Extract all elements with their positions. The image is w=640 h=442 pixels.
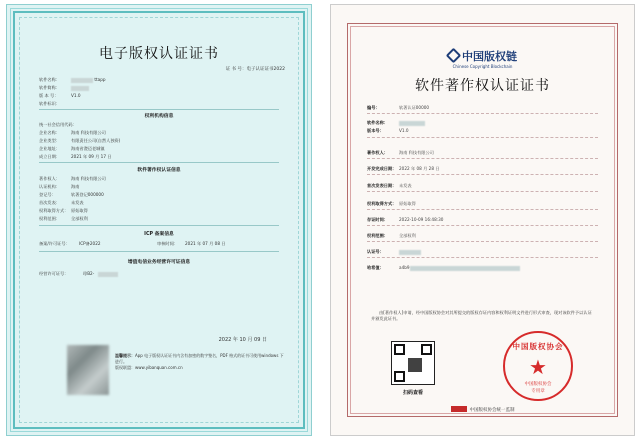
app-row: 软件简称： xyxy=(39,85,89,91)
divider xyxy=(367,137,598,138)
copyright-row: 认证机构： 海南 xyxy=(39,184,80,189)
cert-row: 编号： 软著认证00000 xyxy=(367,105,430,110)
certificate-title: 电子版权认证证书 xyxy=(99,46,219,62)
notice-text: 温馨提示：App 电子版权认证证书内含有加密的数字签名，PDF 格式的证书可使用windows 下进行。 版权联盟：www.yibanquan.com.cn xyxy=(115,353,284,370)
logo-subtitle: Chinese Copyright Blockchain xyxy=(452,64,513,69)
icp-row: 备案/许可证号： ICP备2022 审核时间： 2021 年 07 月 08 日 xyxy=(39,241,226,246)
divider xyxy=(39,225,279,226)
org-row: 成立日期： 2021 年 09 月 17 日 xyxy=(39,154,112,159)
software-copyright-certificate xyxy=(330,4,635,436)
org-row: 企业地址： 海南省澄迈老城镇 xyxy=(39,146,105,151)
cert-row: 版本号： V1.0 xyxy=(367,128,409,133)
issue-date: 2022 年 10 月 09 日 xyxy=(218,337,267,343)
cert-row: 权利取得方式： 原始取得 xyxy=(367,201,416,206)
divider xyxy=(367,225,598,226)
section-title-icp: ICP 备案信息 xyxy=(144,232,174,237)
app-row: 软件名称： ttapp xyxy=(39,77,106,82)
cert-row: 存证时间： 2022-10-09 16:48:30 xyxy=(367,217,444,222)
footer: 中国版权协会统一监制 xyxy=(331,406,634,413)
divider xyxy=(39,162,279,163)
divider xyxy=(39,109,279,110)
copyright-row: 权利取得方式： 原始取得 xyxy=(39,208,88,213)
copyright-row: 登记号： 软著登记000000 xyxy=(39,192,104,197)
divider xyxy=(367,174,598,175)
org-row: 企业类型： 有限责任公司(自然人独资) xyxy=(39,138,121,143)
divider xyxy=(39,251,279,252)
qr-code[interactable] xyxy=(391,341,435,385)
cbc-logo-icon xyxy=(451,406,467,412)
cert-row: 哈希值： a4b9 xyxy=(367,265,520,271)
official-red-seal: 中国版权协会 ★ 中国版权协会 专用章 xyxy=(503,331,573,401)
cert-row: 权利范围： 全部权利 xyxy=(367,233,416,238)
divider xyxy=(367,209,598,210)
qr-caption: 扫码查看 xyxy=(402,390,423,396)
divider xyxy=(367,158,598,159)
cert-row: 开发完成日期： 2022 年 08 月 28 日 xyxy=(367,166,440,171)
cert-row: 首次发表日期： 未发表 xyxy=(367,183,412,188)
star-icon: ★ xyxy=(529,355,547,379)
electronic-copyright-certificate xyxy=(6,4,312,436)
chain-logo-icon xyxy=(446,48,462,64)
app-row: 软件标识： xyxy=(39,101,60,106)
certificate-number: 证 书 号：电子认证证书2022 xyxy=(225,67,285,72)
app-row: 版 本 号： V1.0 xyxy=(39,93,81,98)
divider xyxy=(367,191,598,192)
section-title-copyright: 软件著作权认证信息 xyxy=(137,168,181,173)
copyright-row: 首次发表： 未发表 xyxy=(39,200,84,205)
org-row: 企业名称： 海南 科技有限公司 xyxy=(39,130,106,135)
copyright-row: 权利范围： 全部权利 xyxy=(39,216,88,221)
cert-row: 认证号： xyxy=(367,249,421,255)
divider xyxy=(367,241,598,242)
section-title-isp: 增值电信业务经营许可证信息 xyxy=(127,260,191,265)
section-title-org: 权利机构信息 xyxy=(144,114,174,119)
divider xyxy=(367,113,598,114)
blockchain-logo: 中国版权链 xyxy=(331,48,634,64)
copyright-row: 著作权人： 海南 科技有限公司 xyxy=(39,176,106,181)
org-row: 统一社会信用代码： xyxy=(39,122,77,127)
cert-row: 著作权人： 海南 科技有限公司 xyxy=(367,150,434,155)
blurred-qr-code xyxy=(67,345,109,395)
cert-row: 软件名称： xyxy=(367,120,425,126)
certificate-title: 软件著作权认证证书 xyxy=(415,78,550,94)
certification-statement: 由[著作权人]申请，经中国版权协会对其所提交的版权存证内容和权利证明文件进行形式审查，现对该软件予以认证并颁发此证书。 xyxy=(371,310,592,321)
divider xyxy=(367,257,598,258)
isp-row: 经营许可证号： 琼B2- xyxy=(39,271,118,277)
